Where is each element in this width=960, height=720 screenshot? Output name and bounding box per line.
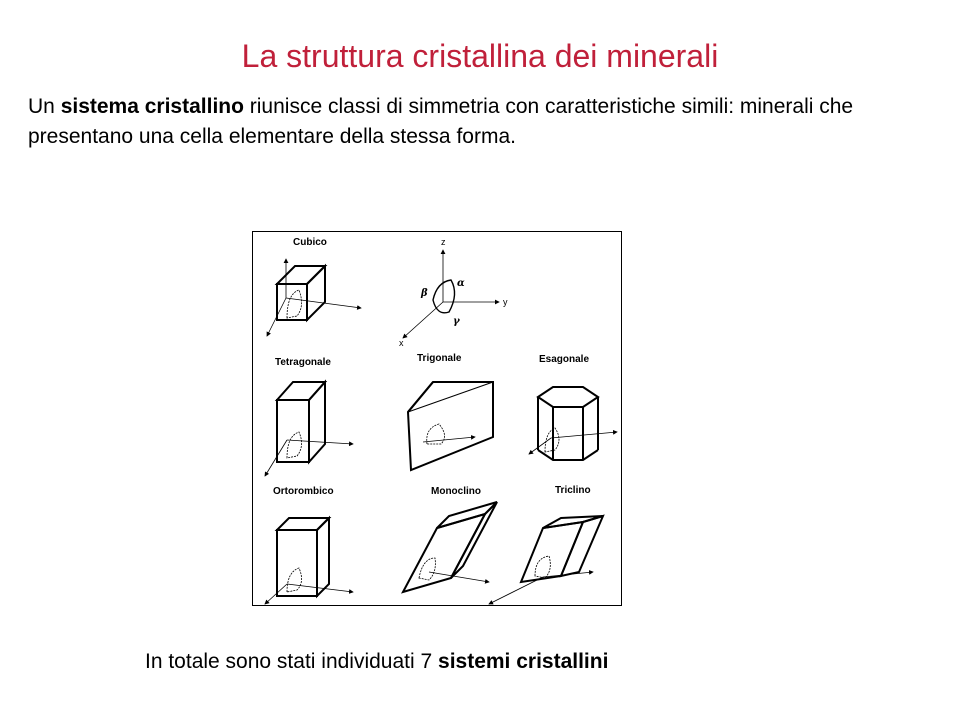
- cubic-cell-drawing: [267, 259, 361, 336]
- footer-bold-term: sistemi cristallini: [438, 650, 609, 673]
- axis-x-label: x: [399, 338, 404, 348]
- axes-reference-drawing: [403, 250, 499, 338]
- label-tetragonale: Tetragonale: [275, 357, 331, 368]
- footer-note: [145, 650, 608, 674]
- footer-text: In totale sono stati individuati 7: [145, 650, 439, 673]
- orthorhombic-cell-drawing: [265, 518, 353, 604]
- label-monoclino: Monoclino: [431, 486, 481, 497]
- intro-bold-term: sistema cristallino: [60, 95, 244, 118]
- monoclinic-cell-drawing: [403, 502, 497, 592]
- label-cubico: Cubico: [293, 237, 327, 248]
- label-triclino: Triclino: [555, 485, 591, 496]
- tetragonal-cell-drawing: [265, 382, 353, 476]
- crystal-systems-figure: [252, 231, 622, 606]
- trigonal-cell-drawing: [408, 382, 493, 470]
- hexagonal-cell-drawing: [529, 387, 617, 460]
- crystal-systems-diagram: [253, 232, 623, 607]
- intro-paragraph: [28, 92, 938, 152]
- angle-beta-label: β: [421, 288, 428, 299]
- label-ortorombico: Ortorombico: [273, 486, 334, 497]
- angle-gamma-label: γ: [453, 316, 460, 327]
- label-trigonale: Trigonale: [417, 353, 462, 364]
- axis-y-label: y: [503, 297, 508, 307]
- intro-text-end: riunisce classi di simmetria con caratteristiche simili: minerali che presentano una cella elementare della stessa forma.: [28, 95, 854, 148]
- angle-alpha-label: α: [457, 278, 465, 289]
- triclinic-cell-drawing: [489, 516, 603, 604]
- axis-z-label: z: [441, 237, 446, 247]
- slide-title: La struttura cristallina dei minerali: [241, 38, 719, 74]
- label-esagonale: Esagonale: [539, 354, 590, 365]
- intro-text-start: Un: [28, 95, 61, 118]
